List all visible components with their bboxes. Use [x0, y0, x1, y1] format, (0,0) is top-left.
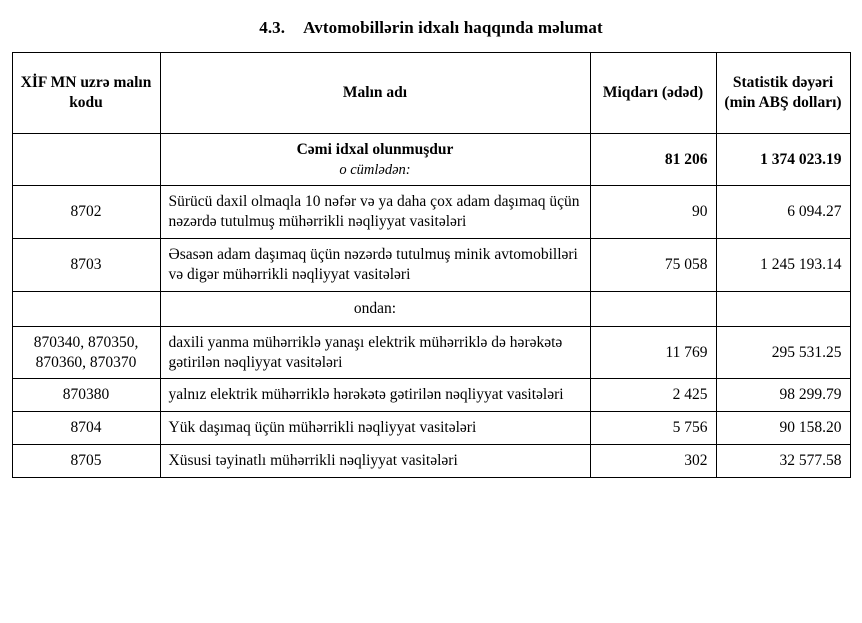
cell-value: 98 299.79: [716, 379, 850, 412]
table-row: [12, 186, 850, 239]
cell-value: 90 158.20: [716, 412, 850, 445]
cell-value: 6 094.27: [716, 186, 850, 239]
cell-name: yalnız elektrik mühərriklə hərəkətə gətirilən nəqliyyat vasitələri: [160, 379, 590, 412]
column-header-code: XİF MN uzrə malın kodu: [12, 53, 160, 134]
cell-quantity: 2 425: [590, 379, 716, 412]
table-row: [12, 412, 850, 445]
cell-quantity: 5 756: [590, 412, 716, 445]
table-row: [12, 326, 850, 379]
cell-name: Yük daşımaq üçün mühərrikli nəqliyyat vasitələri: [160, 412, 590, 445]
cell-code: [12, 134, 160, 186]
cell-name: [160, 134, 590, 186]
cell-quantity: 302: [590, 445, 716, 478]
page-title-text: Avtomobillərin idxalı haqqında məlumat: [303, 18, 603, 37]
page-title: [0, 0, 862, 52]
cell-value: [716, 291, 850, 326]
cell-value: 1 374 023.19: [716, 134, 850, 186]
cell-quantity: 11 769: [590, 326, 716, 379]
table-row: [12, 379, 850, 412]
cell-value: 32 577.58: [716, 445, 850, 478]
cell-code: 870340, 870350, 870360, 870370: [12, 326, 160, 379]
cell-code: 870380: [12, 379, 160, 412]
import-statistics-table: [12, 52, 851, 478]
table-body: [12, 134, 850, 478]
cell-quantity: 75 058: [590, 239, 716, 292]
table-row: [12, 134, 850, 186]
table-header: [12, 53, 850, 134]
cell-code: 8705: [12, 445, 160, 478]
cell-code: 8702: [12, 186, 160, 239]
table-header-row: [12, 53, 850, 134]
cell-name: daxili yanma mühərriklə yanaşı elektrik mühərriklə də hərəkətə gətirilən nəqliyyat vasitələri: [160, 326, 590, 379]
cell-code: 8703: [12, 239, 160, 292]
column-header-value: Statistik dəyəri (min ABŞ dolları): [716, 53, 850, 134]
table-row: [12, 445, 850, 478]
cell-name-main: Cəmi idxal olunmuşdur: [296, 141, 454, 158]
cell-code: [12, 291, 160, 326]
cell-value: 1 245 193.14: [716, 239, 850, 292]
cell-quantity: 81 206: [590, 134, 716, 186]
column-header-quantity: Miqdarı (ədəd): [590, 53, 716, 134]
column-header-name: Malın adı: [160, 53, 590, 134]
page-title-number: 4.3.: [259, 18, 286, 37]
cell-name: Xüsusi təyinatlı mühərrikli nəqliyyat vasitələri: [160, 445, 590, 478]
cell-name-sub: o cümlədən:: [339, 161, 411, 178]
cell-name: Sürücü daxil olmaqla 10 nəfər və ya daha çox adam daşımaq üçün nəzərdə tutulmuş mühərrikli nəqliyyat vasitələri: [160, 186, 590, 239]
table-row-subheading: [12, 291, 850, 326]
cell-code: 8704: [12, 412, 160, 445]
table-row: [12, 239, 850, 292]
cell-quantity: [590, 291, 716, 326]
cell-name: ondan:: [160, 291, 590, 326]
cell-quantity: 90: [590, 186, 716, 239]
cell-value: 295 531.25: [716, 326, 850, 379]
cell-name: Əsasən adam daşımaq üçün nəzərdə tutulmuş minik avtomobilləri və digər mühərrikli nəqliyyat vasitələri: [160, 239, 590, 292]
